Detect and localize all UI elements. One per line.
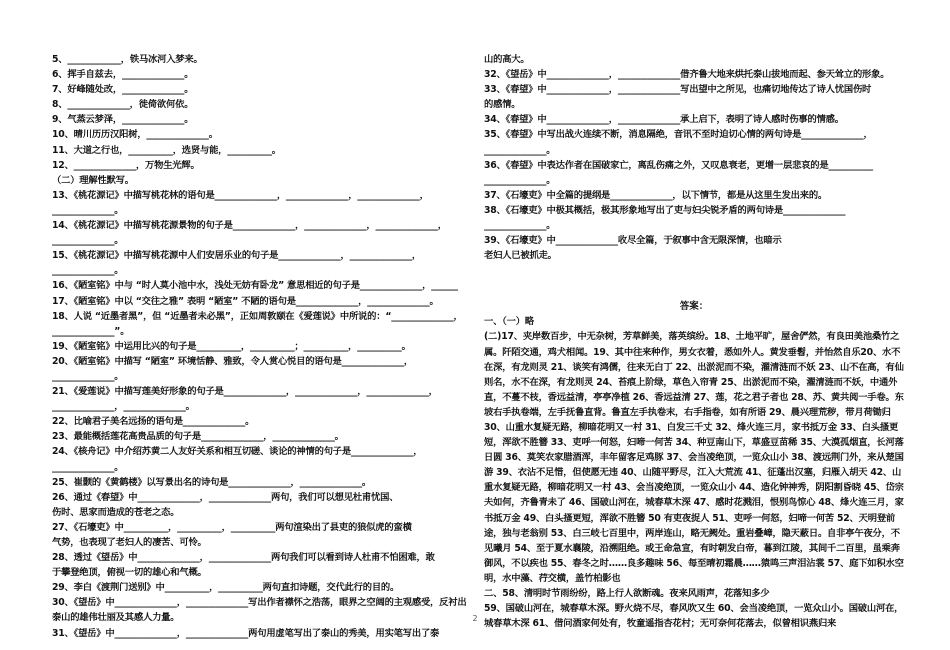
question-line: 伤时、思家而造成的苍老之态。 (52, 506, 180, 518)
question-line: 38、《石壕吏》中极其概括，极其形象地写出了吏与妇尖锐矛盾的两句诗是______________ (484, 204, 846, 216)
answers-body: (二)17、夹岸数百步，中无杂树，芳草鲜美，落英缤纷。18、土地平旷，屋舍俨然，有良田美池桑竹之属。阡陌交通，鸡犬相闻。19、其中往来种作，男女衣着，悉如外人。黄发垂髫，并怡然自乐20、水不在深，有龙则灵 21、谈笑有鸿儒，往来无白丁 22、出淤泥而不染，濯清涟而不妖 23、山不在高，有仙则名，水不在深，有龙则灵 24、苔痕上阶绿，草色入帘青 25、出淤泥而不染，濯清涟而不妖，中通外直，不蔓不枝，香远益清，亭亭净植 26、香远益清 27、莲，花之君子者也 28、苏、黄共阅一手卷。东坡右手执卷端，左手抚鲁直背。鲁直左手执卷末，右手指卷，如有所语 29、晨兴理荒秽，带月荷锄归 30、山重水复疑无路，柳暗花明又一村 31、白发三千丈 32、烽火连三月，家书抵万金 33、白头搔更短，浑欲不胜簪 33、吏呼一何怒，妇啼一何苦 34、种豆南山下，草盛豆苗稀 35、大漠孤烟直，长河落日圆 36、莫笑农家腊酒浑，丰年留客足鸡豚 37、会当凌绝顶，一览众山小 38、渡远荆门外，来从楚国游 39、衣沾不足惜，但使愿无违 40、山随平野尽，江入大荒流 41、征蓬出汉塞，归雁入胡天 42、山重水复疑无路，柳暗花明又一村 43、会当凌绝顶，一览众山小 44、造化钟神秀，阴阳割昏晓 45、岱宗夫如何，齐鲁青未了 46、国破山河在，城春草木深 47、感时花溅泪，恨别鸟惊心 48、烽火连三月，家书抵万金 49、白头搔更短，浑欲不胜簪 50 有吏夜捉人 51、吏呼一何怒，妇啼一何苦 52、天明登前途，独与老翁别 53、白三岐七百里中，两岸连山，略无阙处。重岩叠嶂，隐天蔽日。自非亭午夜分，不见曦月 54、至于夏水襄陵，沿溯阻绝。或王命急宣，有时朝发白帝，暮到江陵，其间千二百里，虽乘奔御风，不以疾也 55、春冬之时……良多趣味 56、每至晴初霜晨……猿鸣三声泪沾裳 57、庭下如积水空明，水中藻、荇交横，盖竹柏影也 (484, 331, 904, 584)
answers-heading: 一、（一）略 (484, 316, 534, 328)
question-line: 17、《陋室铭》中以 “交往之雅” 表明 “陋室” 不陋的语句是______________，______________。 (52, 295, 439, 307)
question-line: ______________。 (52, 265, 124, 277)
question-line: ______________。 (52, 370, 124, 382)
question-line: 18、人说 “近墨者黑”，但 “近墨者未必黑”，正如周敦颐在《爱莲说》中所说的：“______________， (52, 310, 463, 322)
question-line: ______________，______________。 (52, 401, 195, 413)
question-line: （二）理解性默写。 (52, 174, 134, 186)
question-line: 于攀登绝顶，俯视一切的雄心和气概。 (52, 567, 207, 579)
question-line: 12、______________，万物生光辉。 (52, 159, 200, 171)
question-line: ______________。 (484, 144, 556, 156)
question-line: 5、____________，铁马冰河入梦来。 (52, 54, 203, 65)
question-line: 29、李白《渡荆门送别》中__________，__________两句直扣诗题，交代此行的目的。 (52, 582, 400, 594)
question-line: 14、《桃花源记》中描写桃花源景物的句子是______________，______________，______________， (52, 220, 447, 232)
page-number: 2 (472, 614, 478, 623)
question-line: 30、《望岳》中______________，______________写出作者襟怀之浩荡，眼界之空阔的主观感受，反衬出 (52, 597, 467, 609)
answers-title: 答案： (679, 301, 709, 313)
question-line: ______________。 (484, 220, 556, 232)
question-line: 33、《春望》中______________，______________写出望中之所见，也痛切地传达了诗人忧国伤时 (484, 84, 872, 96)
question-line: 6、挥手自兹去，______________。 (52, 69, 194, 81)
question-line: 26、通过《春望》中______________，______________两句，我们可以想见杜甫忧国、 (52, 491, 399, 503)
question-line: ______________。 (52, 461, 124, 473)
question-line: 34、《春望》中______________，______________承上启下，表明了诗人感时伤事的情感。 (484, 114, 844, 126)
question-line: 15、《桃花源记》中描写桃花源中人们安居乐业的句子是______________，______________， (52, 250, 421, 262)
question-line: 39、《石壕吏》中______________收尽全篇，于叙事中含无限深情，也暗示 (484, 235, 782, 247)
question-line: 13、《桃花源记》中描写桃花林的语句是______________，______________，______________， (52, 189, 429, 201)
question-line: 的感情。 (484, 99, 521, 111)
question-line: ______________。 (484, 174, 556, 186)
answers-part2-continued: 59、国破山河在，城春草木深。野火烧不尽，春风吹又生 60、会当凌绝顶，一览众山小。国破山河在，城春草木深 61、借问酒家何处有，牧童遥指杏花村；无可奈何花落去，似曾相识燕归来 (484, 603, 904, 630)
question-line: 老妇人已被抓走。 (484, 250, 557, 262)
question-line: 山的高大。 (484, 54, 530, 65)
question-line: 11、大道之行也，__________，选贤与能，__________。 (52, 144, 281, 156)
questions-right-column (484, 52, 904, 631)
question-line: 20、《陋室铭》中描写 “陋室” 环境恬静、雅致，令人赏心悦目的语句是______________， (52, 355, 413, 367)
question-line: 10、晴川历历汉阳树，______________。 (52, 129, 218, 141)
question-line: 24、《核舟记》中介绍苏黄二人友好关系和相互切磋、谈论的神情的句子是______________， (52, 446, 423, 458)
spacer (484, 263, 904, 299)
question-line: 22、比喻君子美名远扬的语句是______________。 (52, 416, 255, 428)
questions-right-list (484, 52, 904, 263)
question-line: 25、崔颢的《黄鹤楼》以写景出名的诗句是______________，______________。 (52, 476, 372, 488)
question-line: 16、《陋室铭》中与 “时人莫小池中水，浅处无妨有卧龙” 意思相近的句子是______________，______ (52, 280, 458, 292)
question-line: 泰山的雄伟壮丽及其感人力量。 (52, 612, 180, 624)
question-line: 31、《望岳》中______________，______________两句用虚笔写出了泰山的秀美，用实笔写出了泰 (52, 627, 440, 639)
question-line: 36、《春望》中表达作者在国破家亡，离乱伤痛之外，又叹息衰老，更增一层悲哀的是__________ (484, 159, 873, 171)
question-line: ______________”。 (52, 325, 130, 337)
questions-left-column (52, 52, 474, 641)
question-line: 32、《望岳》中______________，______________借齐鲁大地来烘托泰山拔地而起、参天耸立的形象。 (484, 69, 890, 81)
question-line: 8、______________，徙倚欲何依。 (52, 99, 194, 111)
question-line: 23、最能概括莲花高贵品质的句子是______________，______________。 (52, 431, 344, 443)
question-line: 21、《爱莲说》中描写莲美好形象的句子是______________，______________，______________， (52, 386, 438, 398)
question-line: 35、《春望》中写出战火连续不断，消息隔绝，音讯不至时迫切心情的两句诗是______________， (484, 129, 873, 141)
answers-part2: 二、58、清明时节雨纷纷，路上行人欲断魂。夜来风雨声，花落知多少 (484, 588, 770, 599)
question-line: 37、《石壕吏》中全篇的提纲是______________，以下情节，都是从这里生发出来的。 (484, 189, 828, 201)
question-line: 28、透过《望岳》中______________，______________两句我们可以看到诗人杜甫不怕困难，敢 (52, 552, 435, 564)
question-line: 19、《陋室铭》中运用比兴的句子是__________，__________；__________，__________。 (52, 340, 411, 352)
question-line: 9、气蒸云梦泽，______________。 (52, 114, 194, 126)
question-line: 气势，也表现了老妇人的凄苦、可怜。 (52, 537, 207, 548)
question-line: ______________。 (52, 235, 124, 247)
question-line: ______________。 (52, 204, 124, 216)
question-line: 7、好峰随处改，______________。 (52, 84, 194, 96)
question-line: 27、《石壕吏》中__________，__________，__________两句渲染出了县吏的狼似虎的蛮横 (52, 521, 412, 533)
